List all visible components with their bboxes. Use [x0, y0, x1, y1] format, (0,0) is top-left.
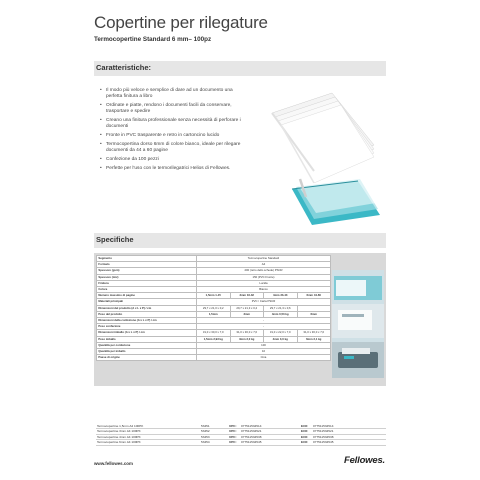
spec-label: Segmento — [97, 256, 197, 262]
feature-item: • Confezione da 100 pezzi — [100, 157, 250, 163]
code-number: 53451 — [200, 424, 228, 429]
specs-title: Specifiche — [96, 235, 134, 244]
spec-label: Numero massimo di pagine — [97, 293, 197, 299]
spec-label: Paese di origine — [97, 355, 197, 361]
ean-value: 077511534514 — [312, 424, 386, 429]
spec-value: - — [197, 324, 331, 330]
spec-value: PVC / Carta PSCR — [197, 299, 331, 305]
upc-value: 077511534514 — [240, 424, 300, 429]
upc-label: UPC: — [228, 429, 240, 434]
code-number: 53453 — [200, 434, 228, 439]
spec-value: - — [197, 318, 331, 324]
ean-label: EC8: — [300, 429, 312, 434]
feature-item: • Ordinate e piatte, rendono i documenti facili da conservare, trasportare e spedire — [100, 103, 250, 115]
spec-value: A4 — [197, 262, 331, 268]
code-product-name: Termocopertine 4mm A4 100PK — [96, 434, 200, 439]
features-header-band — [94, 61, 386, 76]
code-product-name: Termocopertine 1,5mm A4 100PK — [96, 424, 200, 429]
code-product-name: Termocopertine 6mm A4 100PK — [96, 440, 200, 445]
table-row — [96, 440, 386, 445]
features-title: Caratteristiche: — [96, 63, 152, 72]
spec-cell: 31,0 x 30,0 x 7,0 — [230, 330, 264, 336]
spec-label: Spessore (gsm) — [97, 268, 197, 274]
spec-value: 10 — [197, 349, 331, 355]
spec-value: 200 (retro dello schede) PSCR — [197, 268, 331, 274]
spec-cell: 29,7 x 21,0 x 0,2 — [197, 305, 231, 311]
code-product-name: Termocopertine 3mm A4 100PK — [96, 429, 200, 434]
product-codes-table — [96, 424, 386, 446]
spec-label: Dimensioni della confezione (A x L x P) / cm — [97, 318, 197, 324]
spec-cell: 6mm — [297, 311, 331, 317]
spec-cell: 31,0 x 30,0 x 7,0 — [197, 330, 231, 336]
spec-value: Termocopertine Standard — [197, 256, 331, 262]
features-list — [100, 88, 250, 174]
spec-label: Quantità per imballo — [97, 349, 197, 355]
spec-cell: 1,5mm 1-15 — [197, 293, 231, 299]
spec-cell: 31,0 x 30,0 x 7,0 — [297, 330, 331, 336]
spec-value: 150 (PVC Fronte) — [197, 274, 331, 280]
spec-label: Materiali principali — [97, 299, 197, 305]
upc-label: UPC: — [228, 434, 240, 439]
photo-bottom-machine — [332, 342, 384, 378]
table-row — [97, 355, 331, 361]
feature-item: • Perfette per l'uso con le termorilegatrici Helios di Fellowes. — [100, 166, 250, 172]
ean-label: EC8: — [300, 434, 312, 439]
spec-cell: 4mm 33-43 — [264, 293, 298, 299]
page-title: Copertine per rilegature — [94, 13, 268, 32]
spec-label: Dimensioni imballo (A x L x P) / cm — [97, 330, 197, 336]
fellowes-logo: Fellowes. — [344, 455, 385, 466]
feature-item: • Il modo più veloce e semplice di dare ad un documento una perfetta finitura a libro — [100, 88, 250, 100]
product-photo-binding-machine — [332, 270, 384, 378]
specs-table — [96, 255, 331, 361]
spec-value: Bianco — [197, 287, 331, 293]
spec-cell: 3mm — [230, 311, 264, 317]
spec-cell: 1,5mm — [197, 311, 231, 317]
spec-cell: 3mm 16-32 — [230, 293, 264, 299]
spec-cell: 6mm 3,1 kg — [297, 336, 331, 342]
feature-item: • Termocopertina dorso 6mm di colore bianco, ideale per rilegare documenti da 44 a 60 pagine — [100, 142, 250, 154]
upc-value: 077511534545 — [240, 440, 300, 445]
feature-item: • Fronte in PVC trasparente e retro in cartoncino lucido — [100, 133, 250, 139]
spec-label: Spessore (mic) — [97, 274, 197, 280]
spec-label: Dimensioni del prodotto (A x L x P) / cm — [97, 305, 197, 311]
upc-value: 077511534538 — [240, 434, 300, 439]
spec-label: Peso del prodotto — [97, 311, 197, 317]
spec-value: Cina — [197, 355, 331, 361]
upc-label: UPC: — [228, 424, 240, 429]
photo-middle-desk — [332, 304, 384, 338]
ean-label: EC8: — [300, 440, 312, 445]
spec-label: Peso imballo — [97, 336, 197, 342]
spec-label: Colore — [97, 287, 197, 293]
spec-cell: 29,7 x 21,3 x 0,4 — [230, 305, 264, 311]
ean-value: 077511534538 — [312, 434, 386, 439]
spec-cell: 31,0 x 22,0 x 7,0 — [264, 330, 298, 336]
spec-cell: 6mm 44-60 — [297, 293, 331, 299]
spec-value: Lucida — [197, 280, 331, 286]
spec-label: Quantità per confezione — [97, 342, 197, 348]
ean-value: 077511534545 — [312, 440, 386, 445]
spec-label: Formato — [97, 262, 197, 268]
spec-cell: 3mm 3,0 kg — [230, 336, 264, 342]
spec-cell: 4mm 3,0 kg — [264, 336, 298, 342]
upc-label: UPC: — [228, 440, 240, 445]
product-image-covers — [262, 85, 382, 229]
spec-cell: 4mm 0,53 kg — [264, 311, 298, 317]
photo-top-teal-cover — [334, 276, 382, 300]
page-subtitle: Termocopertine Standard 6 mm– 100pz — [94, 36, 212, 43]
spec-label: Peso confezione — [97, 324, 197, 330]
website-link[interactable]: www.fellowes.com — [94, 461, 133, 466]
spec-cell: 29,7 x 21,3 x 0,6 — [264, 305, 298, 311]
spec-value: 100 — [197, 342, 331, 348]
spec-label: Finitura — [97, 280, 197, 286]
ean-value: 077511534521 — [312, 429, 386, 434]
upc-value: 077511534521 — [240, 429, 300, 434]
specs-header-band — [94, 233, 386, 248]
ean-label: EC8: — [300, 424, 312, 429]
feature-item: • Creano una finitura professionale senza necessità di perforare i documenti — [100, 118, 250, 130]
code-number: 53454 — [200, 440, 228, 445]
code-number: 53452 — [200, 429, 228, 434]
spec-cell: 1,5mm 2,93 kg — [197, 336, 231, 342]
